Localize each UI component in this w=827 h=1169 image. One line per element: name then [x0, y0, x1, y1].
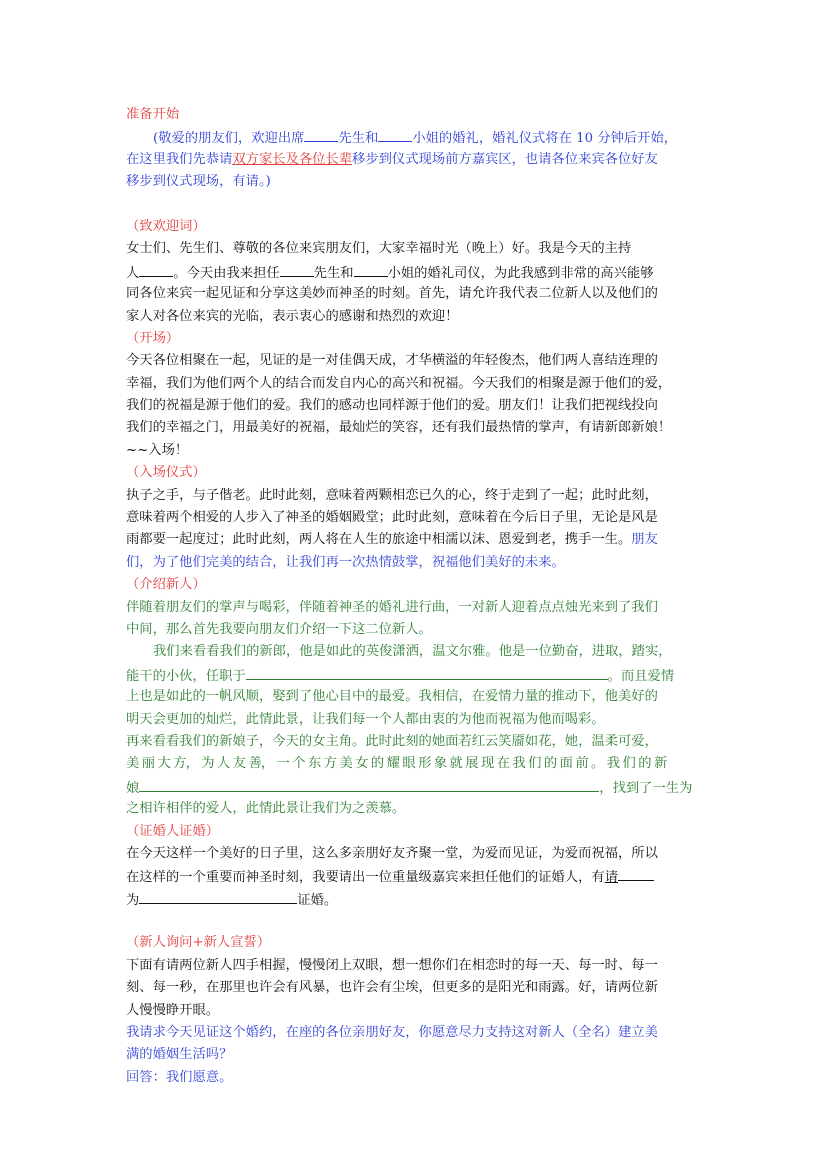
text: ，找到了一生为 [599, 780, 693, 796]
intro-line-5: 上也是如此的一帆风顺，娶到了他心目中的最爱。我相信，在爱情力量的推动下，他美好的 [126, 689, 658, 705]
open-line-2: 幸福，我们为他们两个人的结合而发自内心的高兴和祝福。今天我们的相聚是源于他们的爱， [126, 375, 672, 391]
intro-line-3: 我们来看看我们的新郎，他是如此的英俊潇洒，温文尔雅。他是一位勤奋，进取，踏实， [153, 644, 672, 660]
text: 能干的小伙，任职于 [126, 668, 246, 684]
section-heading-prepare: 准备开始 [126, 107, 180, 122]
intro-line-9 [126, 776, 706, 798]
blank-witness-name [139, 888, 297, 904]
text: 小姐的婚礼司仪，为此我感到非常的高兴能够 [387, 265, 654, 281]
intro-line-1: 伴随着朋友们的掌声与喝彩，伴随着神圣的婚礼进行曲，一对新人迎着点点烛光来到了我们 [126, 599, 658, 615]
open-line-4: 我们的幸福之门，用最美好的祝福，最灿烂的笑容，还有我们最热情的掌声，有请新郎新娘！ [126, 420, 672, 436]
text: 朋友 [631, 532, 658, 548]
blank-bride [354, 261, 388, 277]
intro-line-10: 之相许相伴的爱人，此情此景让我们为之羡慕。 [126, 801, 406, 817]
blank-groom [304, 126, 338, 142]
open-line-3: 我们的祝福是源于他们的爱。我们的感动也同样源于他们的爱。朋友们！让我们把视线投向 [126, 398, 658, 414]
welcome-line-3: 同各位来宾一起见证和分享这美妙而神圣的时刻。首先，请允许我代表二位新人以及他们的 [126, 286, 658, 302]
intro-line-7: 再来看看我们的新娘子，今天的女主角。此时此刻的她面若红云笑靥如花，她，温柔可爱， [126, 733, 658, 749]
section-heading-vow: （新人询问+新人宣誓） [126, 935, 271, 951]
text: 人 [126, 265, 140, 281]
blank-groom-employer [246, 664, 608, 680]
blank-host [139, 261, 173, 277]
witness-line-1: 在今天这样一个美好的日子里，这么多亲朋好友齐聚一堂，为爱而见证，为爱而祝福，所以 [126, 845, 658, 861]
vow-line-3: 人慢慢睁开眼。 [126, 1002, 220, 1018]
text: 证婚。 [297, 892, 338, 908]
blank-witness-title [618, 865, 654, 881]
spacer [126, 194, 706, 216]
entry-line-2: 意味着两个相爱的人步入了神圣的婚姻殿堂；此时此刻，意味着在今后日子里，无论是风是 [126, 510, 658, 526]
witness-line-2 [126, 865, 706, 887]
prepare-line-1 [126, 126, 706, 148]
vow-line-2: 刻、每一秒，在那里也许会有风暴，也许会有尘埃，但更多的是阳光和雨露。好，请两位新 [126, 980, 658, 996]
text: (敬爱的朋友们，欢迎出席 [153, 131, 305, 147]
highlight-parents: 双方家长及各位长辈 [232, 151, 353, 167]
blank-bride [378, 126, 412, 142]
entry-line-3 [126, 529, 706, 551]
vow-line-6: 回答：我们愿意。 [126, 1069, 233, 1085]
entry-line-4: 们，为了他们完美的结合，让我们再一次热情鼓掌，祝福他们美好的未来。 [126, 554, 565, 570]
welcome-line-2 [126, 261, 706, 283]
text: 小姐的婚礼，婚礼仪式将在 10 分钟后开始， [412, 131, 678, 147]
intro-line-8: 美 丽 大 方， 为 人 友 善， 一 个 东 方 美 女 的 耀 眼 形 象 就 展 现 在 我 们 的 面 前 。 我 们 的 新 [126, 756, 667, 772]
welcome-line-1: 女士们、先生们、尊敬的各位来宾朋友们，大家幸福时光（晚上）好。我是今天的主持 [126, 241, 632, 257]
text: 先生和 [313, 265, 354, 281]
vow-line-5: 满的婚姻生活吗？ [126, 1047, 233, 1063]
prepare-line-2 [126, 149, 706, 171]
spacer [126, 910, 706, 932]
text: 。而且爱情 [607, 668, 675, 684]
text: 为 [126, 892, 140, 908]
intro-line-6: 明天会更加的灿烂，此情此景，让我们每一个人都由衷的为他而祝福为他而喝彩。 [126, 711, 605, 727]
entry-line-1: 执子之手，与子偕老。此时此刻，意味着两颗相恋已久的心，终于走到了一起；此时此刻， [126, 487, 658, 503]
text: 请 [604, 870, 618, 886]
vow-line-1: 下面有请两位新人四手相握，慢慢闭上双眼，想一想你们在相恋时的每一天、每一时、每一 [126, 957, 658, 973]
open-line-5: ~~入场！ [126, 442, 189, 458]
prepare-line-3: 移步到仪式现场，有请。) [126, 174, 271, 190]
text: 。今天由我来担任 [173, 265, 280, 281]
section-heading-witness: （证婚人证婚） [126, 823, 220, 839]
section-heading-open: （开场） [126, 330, 180, 346]
vow-line-4: 我请求今天见证这个婚约，在座的各位亲朋好友，你愿意尽力支持这对新人（全名）建立美 [126, 1025, 658, 1041]
text: 先生和 [338, 131, 379, 147]
text: 娘 [126, 780, 140, 796]
text: 在这里我们先恭请 [126, 151, 233, 167]
intro-line-2: 中间，那么首先我要向朋友们介绍一下这二位新人。 [126, 621, 432, 637]
blank-groom [280, 261, 314, 277]
text: 移步到仪式现场前方嘉宾区，也请各位来宾各位好友 [352, 151, 658, 167]
text: 雨都要一起度过；此时此刻，两人将在人生的旅途中相濡以沫、恩爱到老，携手一生。 [126, 532, 632, 548]
text: 在这样的一个重要而神圣时刻，我要请出一位重量级嘉宾来担任他们的证婚人，有 [126, 870, 605, 886]
witness-line-3 [126, 888, 706, 910]
open-line-1: 今天各位相聚在一起，见证的是一对佳偶天成，才华横溢的年轻俊杰，他们两人喜结连理的 [126, 353, 658, 369]
intro-line-4 [126, 664, 706, 686]
document-page [126, 104, 706, 1089]
blank-bride-intro [139, 776, 599, 792]
welcome-line-4: 家人对各位来宾的光临，表示衷心的感谢和热烈的欢迎！ [126, 308, 459, 324]
section-heading-intro: （介绍新人） [126, 577, 206, 593]
section-heading-welcome: （致欢迎词） [126, 218, 206, 234]
section-heading-entry: （入场仪式） [126, 465, 206, 481]
